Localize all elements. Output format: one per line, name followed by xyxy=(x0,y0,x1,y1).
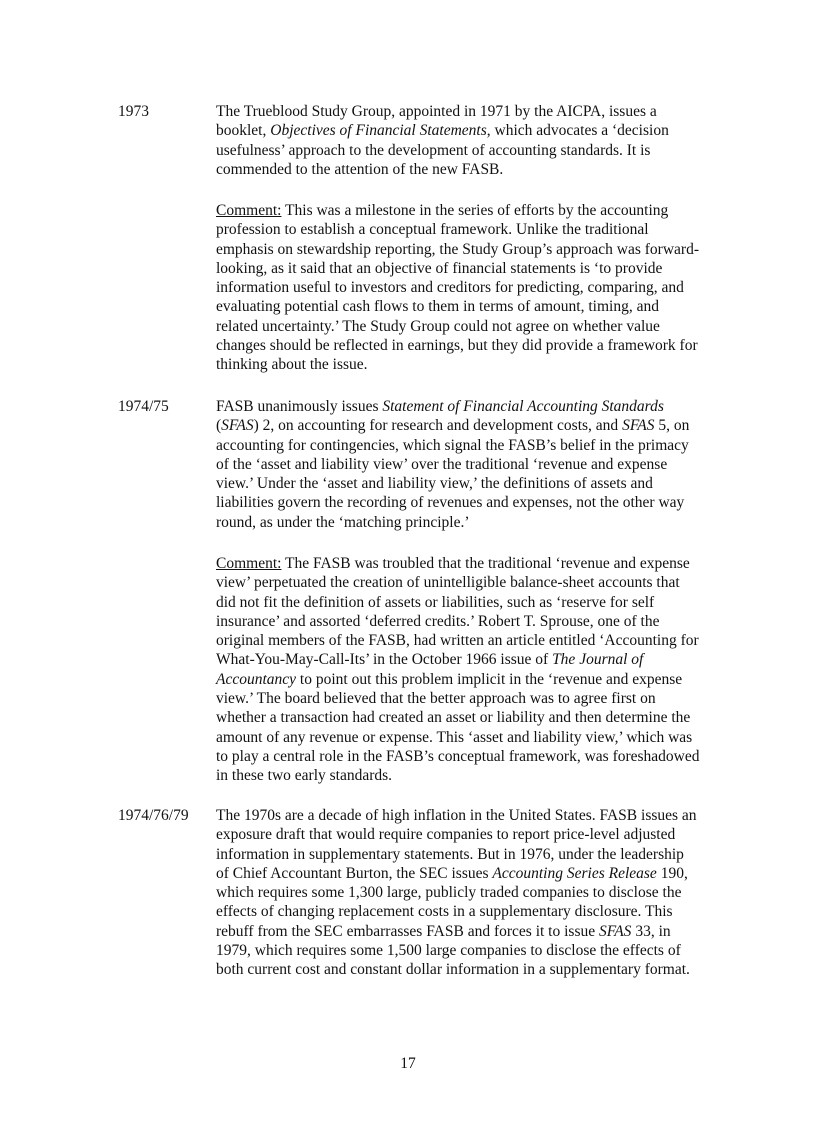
text-run: This was a milestone in the series of efforts by the accounting profession to establish a conceptual framework. Unlike the traditional emphasis on stewardship reporting, the Study Group’s approach was forward-looking, as it said that an objective of financial statements is ‘to provide information useful to investors and creditors for predicting, comparing, and evaluating potential cash flows to them in terms of amount, timing, and related uncertainty.’ The Study Group could not agree on whether value changes should be reflected in earnings, but they did provide a framework for thinking about the issue. xyxy=(216,202,699,374)
text-run: to point out this problem implicit in the ‘revenue and expense view.’ The board believed that the better approach was to agree first on whether a transaction had created an asset or liability and then determine the amount of any revenue or expense. This ‘asset and liability view,’ which was to play a central role in the FASB’s conceptual framework, was foreshadowed in these two early standards. xyxy=(216,670,700,785)
italic-title: The Journal of Accountancy xyxy=(216,651,644,688)
entry-year: 1973 xyxy=(118,103,149,120)
text-run: 190, which requires some 1,300 large, publicly traded companies to disclose the effects of changing replacement costs in a supplementary disclosure. This rebuff from the SEC embarrasses FASB and forces it to issue xyxy=(216,864,688,940)
italic-title: Statement of Financial Accounting Standards xyxy=(382,398,664,415)
text-run: , which advocates a ‘decision usefulness’ approach to the development of accounting standards. It is commended to the attention of the new FASB. xyxy=(216,122,669,178)
italic-title: Objectives of Financial Statements xyxy=(270,122,487,140)
text-run: 33, in 1979, which requires some 1,500 large companies to disclose the effects of both current cost and constant dollar information in a supplementary format. xyxy=(216,922,690,979)
text-run: ) 2, on accounting for research and development costs, and xyxy=(253,417,623,435)
text-run: The Trueblood Study Group, appointed in 1971 by the AICPA, issues a booklet, xyxy=(216,103,657,140)
comment-paragraph xyxy=(216,201,700,375)
comment-label: Comment: xyxy=(216,555,282,572)
italic-title: SFAS xyxy=(221,417,254,435)
comment-paragraph xyxy=(216,554,700,786)
entry-comment xyxy=(216,201,700,375)
italic-title: SFAS xyxy=(598,922,632,940)
entry-paragraph xyxy=(216,806,700,980)
entry-paragraph xyxy=(216,102,696,179)
entry-year: 1974/76/79 xyxy=(118,807,189,824)
page-number: 17 xyxy=(400,1055,416,1072)
italic-title: Accounting Series Release xyxy=(492,864,657,882)
text-run: The FASB was troubled that the traditional ‘revenue and expense view’ perpetuated the creation of unintelligible balance-sheet accounts that did not fit the definition of assets or liabilities, such as ‘reserve for self insurance’ and assorted ‘deferred credits.’ Robert T. Sprouse, one of the original members of the FASB, had written an article entitled ‘Accounting for What-You-May-Call-Its’ in the October 1966 issue of xyxy=(216,555,699,669)
entry-text xyxy=(216,806,700,980)
italic-title: SFAS xyxy=(622,417,655,435)
text-run: ( xyxy=(216,417,222,435)
text-run: The 1970s are a decade of high inflation in the United States. FASB issues an exposure draft that would require companies to report price-level adjusted information in supplementary statements. But in 1976, under the leadership of Chief Accountant Burton, the SEC issues xyxy=(216,807,697,882)
text-run: FASB unanimously issues xyxy=(216,398,383,415)
entry-text xyxy=(216,102,696,179)
entry-year: 1974/75 xyxy=(118,398,169,415)
entry-paragraph xyxy=(216,397,698,532)
text-run: 5, on accounting for contingencies, which signal the FASB’s belief in the primacy of the ‘asset and liability view’ over the traditional ‘revenue and expense view.’ Under the ‘asset and liability view,’ the definitions of assets and liabilities govern the recording of revenues and expenses, not the other way round, as under the ‘matching principle.’ xyxy=(216,417,690,531)
entry-comment xyxy=(216,554,700,786)
entry-text xyxy=(216,397,698,532)
comment-label: Comment: xyxy=(216,202,282,219)
